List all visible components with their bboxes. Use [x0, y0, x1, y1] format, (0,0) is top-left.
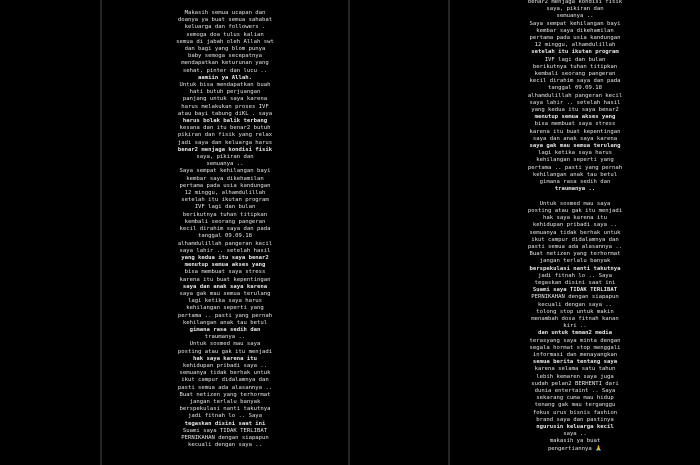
- story-text-line: alhamdulillah pangeran kecil: [527, 92, 623, 99]
- story-text-line: semuanya tidak berhak untuk: [529, 229, 621, 236]
- story-text-line: IVF lagi dan bulan: [194, 204, 256, 211]
- story-text-line: karena itu buat kepentingan: [529, 128, 621, 135]
- story-text-line: sudah pelan2 BERHENTI dari: [531, 380, 619, 387]
- story-text-line: informasi dan menayangkan: [532, 351, 618, 358]
- story-text-line: karena selama satu tahun: [534, 366, 616, 373]
- story-text-line: semuanya tidak berhak untuk: [179, 370, 271, 377]
- story-panel-middle: [350, 0, 448, 465]
- story-text-line: ngurusin keluarga kecil: [536, 423, 614, 430]
- story-text-line: tenang gak mau terganggu: [534, 402, 616, 409]
- story-text-line: bisa membuat saya stress: [534, 121, 616, 128]
- story-text-line: bisa membuat saya stress: [184, 269, 266, 276]
- story-text-line: tegaskan disini saat ini: [534, 279, 616, 286]
- story-text-line: saya, pikiran dan: [546, 6, 604, 13]
- story-text-line: jadi fitnah lo .. Saya: [537, 272, 613, 279]
- story-text-line: keluarga dan followers .: [184, 24, 266, 31]
- story-text-line: makasih ya buat: [549, 438, 601, 445]
- story-text-line: setelah itu ikutan program: [181, 197, 269, 204]
- story-text-line: kesana dan itu benar2 butuh: [179, 125, 271, 132]
- story-text-line: yang kedua itu saya benar2: [531, 107, 619, 114]
- story-text-line: kiri ..: [563, 323, 587, 330]
- story-text-line: [458, 193, 692, 200]
- story-text-line: atau bayi tabung diKL . saya: [177, 110, 273, 117]
- story-text-line: lagi ketika saya harus: [187, 298, 263, 305]
- story-text-line: pasti semua ada alasannya ..: [527, 243, 623, 250]
- story-text-line: gimana rasa sedih dan: [189, 326, 261, 333]
- story-text-line: pikiran dan fisik yang relax: [177, 132, 273, 139]
- story-text-line: aamiin ya Allah.: [198, 74, 252, 81]
- story-text-line: harus melakukan proses IVF: [181, 103, 269, 110]
- story-text-line: Suami saya TIDAK TERLIBAT: [532, 287, 618, 294]
- story-text-line: saya, pikiran dan: [196, 154, 254, 161]
- story-text-line: traumanya ..: [554, 186, 596, 193]
- story-text-line: traumanya ..: [204, 334, 246, 341]
- story-text-line: kembar saya dikehamilan: [186, 175, 264, 182]
- story-text-line: benar2 menjaga kondisi fisik: [177, 146, 273, 153]
- story-text-line: pertama pada usia kandungan: [529, 35, 621, 42]
- story-text-line: hak saya karena itu: [193, 355, 257, 362]
- story-text-line: pertama pada usia kandungan: [179, 182, 271, 189]
- story-text-line: segala hormat stop menggali: [529, 344, 621, 351]
- story-text-line: Saya sempat kehilangan bayi: [529, 20, 621, 27]
- story-text-line: baby semoga secepatnya: [187, 53, 263, 60]
- story-text-line: posting atau gak itu menjadi: [177, 348, 273, 355]
- story-text-line: kecuali dengan saya ..: [537, 301, 613, 308]
- story-text-line: harus bolak balik terbang: [182, 118, 268, 125]
- story-text-line: saya dan anak saya karena: [182, 283, 268, 290]
- story-text-line: Untuk bisa mendapatkan buah: [179, 82, 271, 89]
- story-text-line: semua di jabah oleh Allah swt: [176, 38, 274, 45]
- story-text-line: Buat netizen yang terhormat: [179, 391, 271, 398]
- story-text-line: dunia entertaint .. Saya: [534, 387, 616, 394]
- story-text-column-2: [458, 0, 692, 453]
- story-text-line: dan untuk teman2 media: [537, 330, 613, 337]
- story-text-line: saya gak mau semua terulang: [529, 143, 621, 150]
- story-text-line: saya gak mau semua terulang: [179, 290, 271, 297]
- story-text-line: saya lahir .. setelah hasil: [179, 247, 271, 254]
- story-text-line: pengertiannya 🙏: [547, 445, 603, 452]
- story-text-line: Untuk sosmed mau saya: [539, 200, 611, 207]
- story-text-line: terasyang saya minta dengan: [529, 337, 621, 344]
- story-text-line: lagi ketika saya harus: [537, 150, 613, 157]
- story-text-line: Suami saya TIDAK TERLIBAT: [182, 427, 268, 434]
- story-text-line: saya lahir .. setelah hasil: [529, 99, 621, 106]
- story-text-line: tegaskan disini saat ini: [184, 420, 266, 427]
- story-text-line: kehilangan anak tau betul: [182, 319, 268, 326]
- story-text-line: jadi fitnah lo .. Saya: [187, 413, 263, 420]
- story-text-line: Makasih semua ucapan dan: [184, 10, 266, 16]
- story-text-line: pertama .. pasti yang pernah: [177, 312, 273, 319]
- story-text-line: berikutnya tuhan titipkan: [182, 211, 268, 218]
- story-text-line: setelah itu ikutan program: [531, 49, 619, 56]
- story-text-line: doanya ya buat semua sahabat: [177, 17, 273, 24]
- story-text-line: benar2 menjaga kondisi fisik: [527, 0, 623, 5]
- story-text-line: saya dan anak saya karena: [532, 135, 618, 142]
- story-text-line: PERNIKAHAN dengan siapapun: [181, 434, 269, 441]
- story-text-line: berspekulasi nanti takutnya: [179, 406, 271, 413]
- story-text-line: sehat, pinter dan lucu ..: [182, 67, 268, 74]
- story-text-line: hak saya karena itu: [543, 215, 607, 222]
- story-text-line: kehilangan seperti yang: [536, 157, 614, 164]
- story-text-line: panjang untuk saya karena: [182, 96, 268, 103]
- story-text-line: kecuali dengan saya ..: [187, 442, 263, 449]
- story-text-line: tanggal 09.09.18: [198, 233, 252, 240]
- story-text-line: kehilangan seperti yang: [186, 305, 264, 312]
- story-text-line: pasti semua ada alasannya ..: [177, 384, 273, 391]
- story-text-line: jangan terlalu banyak: [539, 258, 611, 265]
- story-panel-left: [0, 0, 100, 465]
- story-text-line: jangan terlalu banyak: [189, 398, 261, 405]
- story-text-line: menutup semua akses yang: [184, 262, 266, 269]
- story-text-line: mendapatkan keturunan yang: [181, 60, 269, 67]
- story-text-line: kembar saya dikehamilan: [536, 27, 614, 34]
- story-text-line: 12 minggu, alhamdulillah: [534, 42, 616, 49]
- story-text-line: kecil dirahim saya dan pada: [529, 78, 621, 85]
- story-text-line: kembali seorang pangeran: [534, 71, 616, 78]
- story-text-line: kecil dirahim saya dan pada: [179, 226, 271, 233]
- story-text-line: semuanya ..: [556, 13, 594, 20]
- story-text-line: gimana rasa sedih dan: [539, 179, 611, 186]
- story-text-line: Untuk sosmed mau saya: [189, 341, 261, 348]
- story-text-line: kehilangan anak tau betul: [532, 171, 618, 178]
- story-text-line: yang kedua itu saya benar2: [181, 254, 269, 261]
- story-text-line: saya ..: [563, 431, 587, 438]
- story-text-line: IVF lagi dan bulan: [544, 56, 606, 63]
- story-text-column-1: [108, 10, 342, 449]
- story-text-line: jadi saya dan keluarga harus: [177, 139, 273, 146]
- story-text-line: sekarang cuma mau hidup: [536, 395, 614, 402]
- story-text-line: lebih kemaren saya juga: [536, 373, 614, 380]
- story-text-line: Buat netizen yang terhormat: [529, 251, 621, 258]
- story-text-line: menutup semua akses yang: [534, 114, 616, 121]
- story-text-line: PERNIKAHAN dengan siapapun: [531, 294, 619, 301]
- story-text-line: posting atau gak itu menjadi: [527, 207, 623, 214]
- story-text-line: tanggal 09.09.18: [548, 85, 602, 92]
- story-text-line: karena itu buat kepentingan: [179, 276, 271, 283]
- story-text-line: menambah dosa fitnah kanan: [531, 315, 619, 322]
- story-text-line: ikut campur didalamnya dan: [181, 377, 269, 384]
- story-panel-center: [102, 0, 348, 465]
- story-text-line: kehidupan pribadi saya ..: [182, 362, 268, 369]
- story-text-line: berspekulasi nanti takutnya: [529, 265, 621, 272]
- story-text-line: dan bagi yang blom punya: [184, 46, 266, 53]
- story-text-line: kembali seorang pangeran: [184, 218, 266, 225]
- story-text-line: semua berita tentang saya: [532, 359, 618, 366]
- story-text-line: tolong stop untuk makin: [536, 308, 614, 315]
- story-text-line: hati butuh perjuangan: [189, 89, 261, 96]
- story-text-line: semuanya ..: [206, 161, 244, 168]
- story-text-line: kehidupan pribadi saya ..: [532, 222, 618, 229]
- story-text-line: pertama .. pasti yang pernah: [527, 164, 623, 171]
- story-text-line: semoga doa tulus kalian: [186, 31, 264, 38]
- story-text-line: Saya sempat kehilangan bayi: [179, 168, 271, 175]
- story-text-line: 12 minggu, alhamdulillah: [184, 190, 266, 197]
- story-text-line: brand saya dan pastinya: [536, 416, 614, 423]
- story-text-line: fokus urus bisnis fashion: [532, 409, 618, 416]
- story-text-line: ikut campur didalamnya dan: [531, 236, 619, 243]
- story-panel-right: [450, 0, 700, 465]
- story-text-line: berikutnya tuhan titipkan: [532, 63, 618, 70]
- story-text-line: alhamdulillah pangeran kecil: [177, 240, 273, 247]
